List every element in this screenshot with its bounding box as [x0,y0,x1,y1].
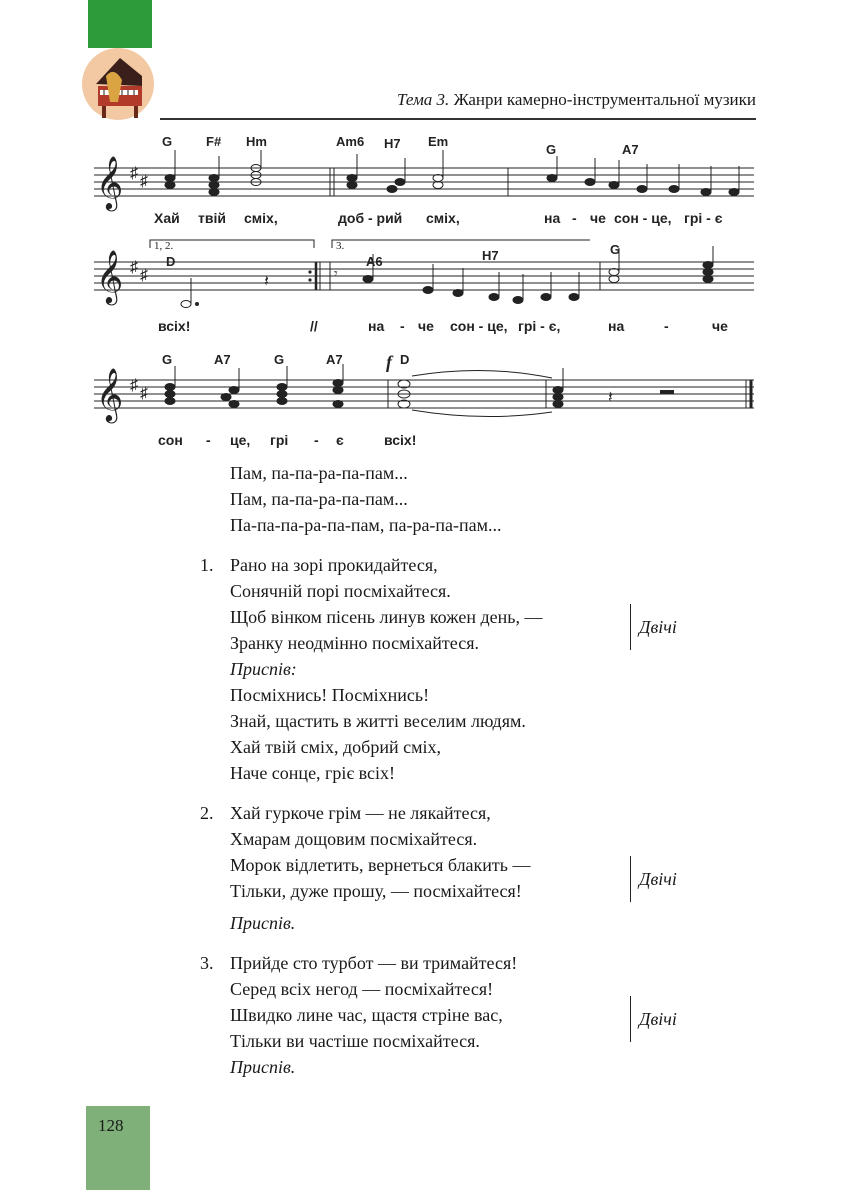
lyrics-line-3: сон - це, грі - є всіх! [158,432,417,448]
chord-label: G [162,352,173,367]
intro-line: Пам, па-па-ра-па-пам... [230,489,408,509]
chord-label: H7 [482,248,499,263]
verse-line: Сонячній порі посміхайтеся. [230,581,451,601]
verse-line: Хай гуркоче грім — не лякайтеся, [230,803,491,823]
verse-line: Хмарам дощовим посміхайтеся. [230,829,478,849]
chord-label: G [546,142,557,157]
svg-text:♯: ♯ [130,165,138,182]
svg-text:𝄽: 𝄽 [608,389,613,406]
lyrics-line-1: Хай твій сміх, доб - рий сміх, на - че сон - це, грі - є [154,210,723,226]
chord-label: Am6 [336,134,365,149]
chord-label: G [274,352,285,367]
intro-line: Пам, па-па-ра-па-пам... [230,463,408,483]
volta-label: 1, 2. [154,240,174,252]
page-number: 128 [98,1116,124,1135]
score-system-1 [94,128,754,226]
intro-block [230,460,720,538]
chorus-line: Знай, щастить в житті веселим людям. [230,711,526,731]
chorus-line: Наче сонце, гріє всіх! [230,763,396,783]
chord-label: G [162,134,173,149]
chorus-line: Посміхнись! Посміхнись! [230,685,430,705]
topic-title: Жанри камерно-інструментальної музики [449,90,756,109]
verse-3 [200,950,720,1080]
chord-label: A7 [214,352,231,367]
verse-line: Рано на зорі прокидайтеся, [230,555,438,575]
svg-text:♯: ♯ [140,267,148,284]
piano-logo-icon [80,46,156,122]
svg-text:♯: ♯ [140,173,148,190]
song-lyrics [200,460,720,1080]
chord-label: A7 [326,352,343,367]
chord-label: F# [206,134,222,149]
verse-line: Тільки, дуже прошу, — посміхайтеся! [230,881,522,901]
svg-text:𝄽: 𝄽 [264,273,269,290]
page-header [397,90,756,110]
verse-line: Серед всіх негод — посміхайтеся! [230,979,494,999]
volta-label: 3. [336,240,345,252]
svg-text:𝄞: 𝄞 [96,369,124,420]
repeat-twice-marker: Двічі [630,604,677,650]
chorus-label: Приспів. [230,913,296,933]
svg-text:♯: ♯ [130,377,138,394]
verse-line: Швидко лине час, щастя стріне вас, [230,1005,503,1025]
chord-label: H7 [384,136,401,151]
verse-number: 1. [200,555,214,575]
verse-line: Морок відлетить, вернеться блакить — [230,855,531,875]
chord-label: G [610,242,621,257]
verse-2 [200,800,720,936]
chorus-line: Хай твій сміх, добрий сміх, [230,737,441,757]
topic-prefix: Тема 3. [397,90,450,109]
chord-label: Hm [246,134,267,149]
chorus-label: Приспів: [230,659,297,679]
intro-line: Па-па-па-ра-па-пам, па-ра-па-пам... [230,515,502,535]
verse-line: Щоб вінком пісень линув кожен день, — [230,607,543,627]
verse-line: Тільки ви частіше посміхайтеся. [230,1031,480,1051]
chord-label: A6 [366,254,383,269]
score-system-3 [94,346,754,448]
score-system-2 [94,234,754,334]
svg-text:𝄞: 𝄞 [96,251,124,302]
chord-label: D [400,352,410,367]
chord-label: Em [428,134,449,149]
repeat-twice-marker: Двічі [630,856,677,902]
verse-line: Зранку неодмінно посміхайтеся. [230,633,479,653]
dynamic-forte: f [386,352,392,372]
lyrics-line-2: всіх! // на - че сон - це, грі - є, на - че [158,318,728,334]
svg-text:♯: ♯ [140,385,148,402]
section-color-tab [88,0,152,48]
verse-number: 2. [200,803,214,823]
page-number-box [86,1106,150,1190]
verse-line: Прийде сто турбот — ви тримайтеся! [230,953,518,973]
verse-number: 3. [200,953,214,973]
chord-label: D [166,254,176,269]
header-rule [160,118,756,120]
repeat-twice-marker: Двічі [630,996,677,1042]
chord-label: A7 [622,142,639,157]
chorus-label: Приспів. [230,1057,296,1077]
svg-text:𝄞: 𝄞 [96,155,124,209]
verse-1 [200,552,720,786]
svg-text:♯: ♯ [130,259,138,276]
svg-text:𝄾: 𝄾 [334,267,338,282]
